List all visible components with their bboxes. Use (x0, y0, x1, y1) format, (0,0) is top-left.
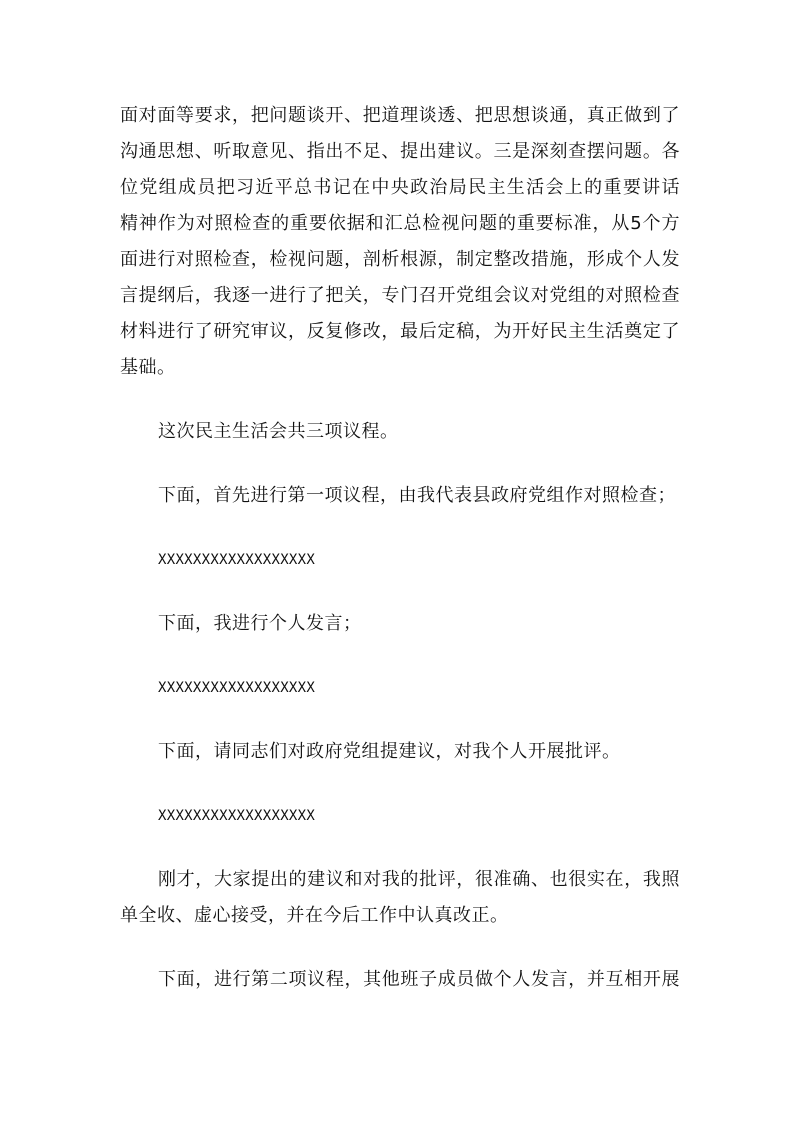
text-line: 单全收、虚心接受，并在今后工作中认真改正。 (120, 905, 509, 926)
paragraph-criticism-request (120, 734, 680, 770)
text-line: 面对面等要求，把问题谈开、把道理谈透、把思想谈通，真正做到了 (120, 105, 680, 126)
text-line: 下面，进行第二项议程，其他班子成员做个人发言，并互相开展 (158, 969, 680, 990)
text-line: 下面，请同志们对政府党组提建议，对我个人开展批评。 (158, 741, 621, 762)
paragraph-spacer (120, 450, 680, 478)
paragraph-spacer (120, 386, 680, 414)
paragraph-spacer (120, 706, 680, 734)
paragraph-personal-speech (120, 606, 680, 642)
text-line: 精神作为对照检查的重要依据和汇总检视问题的重要标准，从5个方 (120, 213, 680, 234)
paragraph-spacer (120, 642, 680, 670)
placeholder-text (120, 670, 680, 706)
paragraph-spacer (120, 934, 680, 962)
text-line: 基础。 (120, 357, 176, 378)
placeholder-text (120, 798, 680, 834)
text-line: 面进行对照检查，检视问题，剖析根源，制定整改措施，形成个人发 (120, 249, 680, 270)
text-line: 材料进行了研究审议，反复修改，最后定稿，为开好民主生活奠定了 (120, 321, 680, 342)
text-line: 位党组成员把习近平总书记在中央政治局民主生活会上的重要讲话 (120, 177, 680, 198)
text-line: 刚才，大家提出的建议和对我的批评，很准确、也很实在，我照 (158, 869, 680, 890)
placeholder-line: XXXXXXXXXXXXXXXXXX (158, 680, 316, 696)
text-line: 下面，我进行个人发言； (158, 613, 362, 634)
paragraph-agenda-item-1 (120, 478, 680, 514)
paragraph-spacer (120, 514, 680, 542)
paragraph-spacer (120, 770, 680, 798)
paragraph-response (120, 862, 680, 934)
paragraph-spacer (120, 834, 680, 862)
paragraph-agenda-item-2 (120, 962, 680, 998)
paragraph-agenda-intro (120, 414, 680, 450)
placeholder-line: XXXXXXXXXXXXXXXXXX (158, 552, 316, 568)
paragraph-review-summary (120, 98, 680, 386)
text-line: 沟通思想、听取意见、指出不足、提出建议。三是深刻查摆问题。各 (120, 141, 680, 162)
text-line: 言提纲后，我逐一进行了把关，专门召开党组会议对党组的对照检查 (120, 285, 680, 306)
placeholder-line: XXXXXXXXXXXXXXXXXX (158, 808, 316, 824)
text-line: 这次民主生活会共三项议程。 (158, 421, 399, 442)
document-body (120, 98, 680, 998)
paragraph-spacer (120, 578, 680, 606)
text-line: 下面，首先进行第一项议程，由我代表县政府党组作对照检查； (158, 485, 676, 506)
placeholder-text (120, 542, 680, 578)
